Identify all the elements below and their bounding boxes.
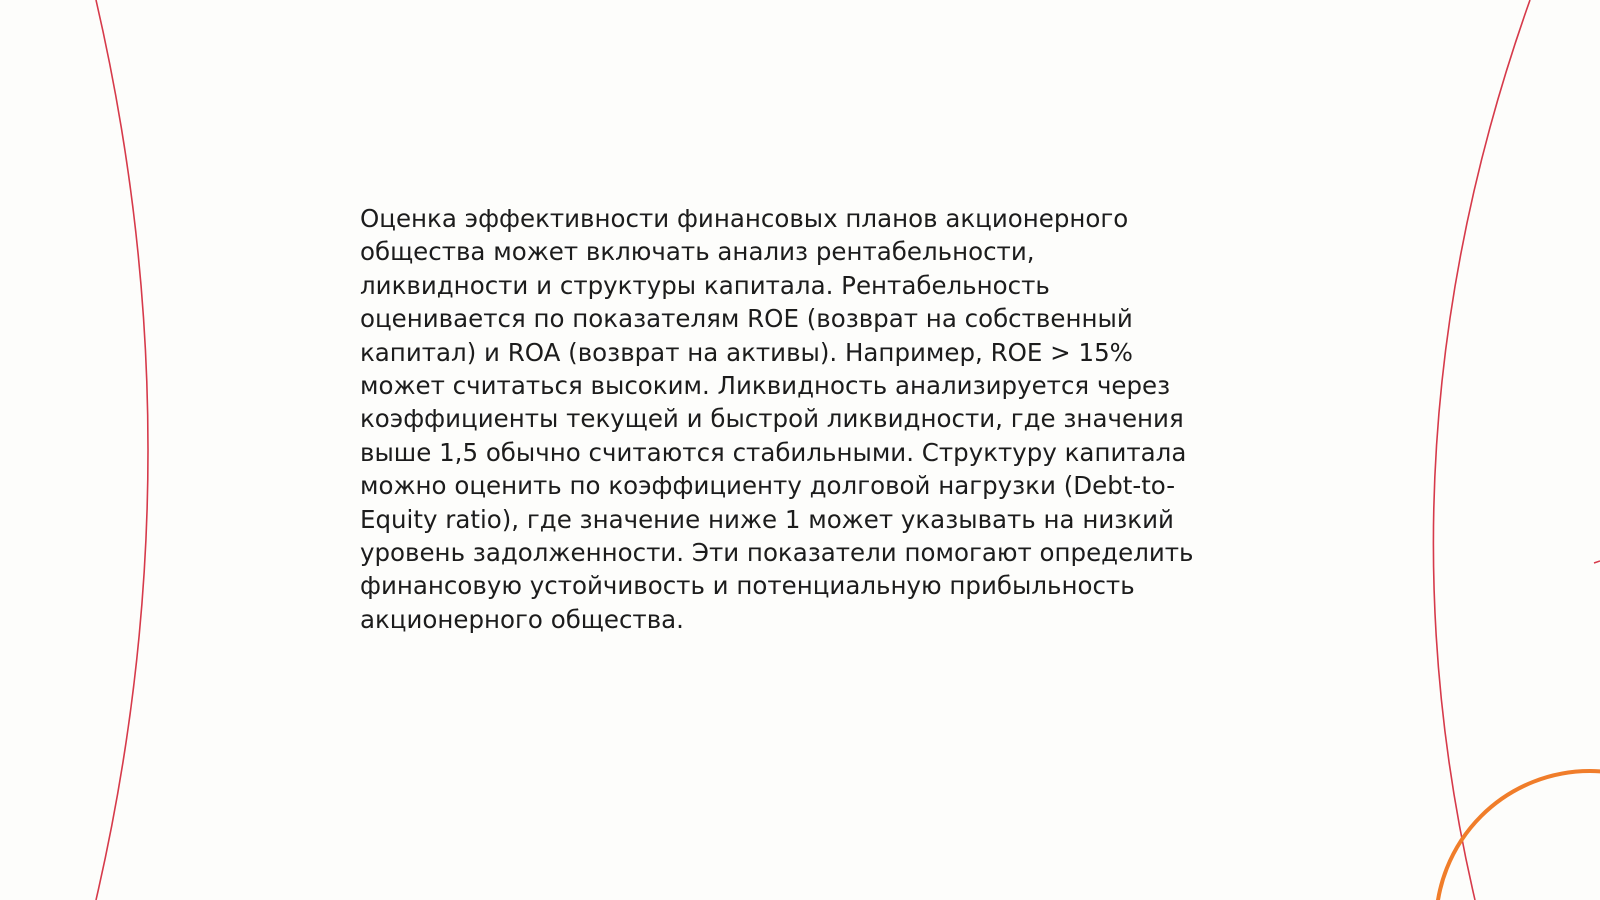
paragraph-line: ликвидности и структуры капитала. Рентабельность xyxy=(360,270,1050,300)
paragraph-line: можно оценить по коэффициенту долговой нагрузки (Debt-to- xyxy=(360,471,1176,501)
paragraph-line: общества может включать анализ рентабельности, xyxy=(360,237,1035,267)
paragraph-line: коэффициенты текущей и быстрой ликвидности, где значения xyxy=(360,404,1184,434)
body-paragraph xyxy=(360,202,1240,636)
paragraph-line: капитал) и ROA (возврат на активы). Например, ROE > 15% xyxy=(360,337,1133,367)
paragraph-line: уровень задолженности. Эти показатели помогают определить xyxy=(360,538,1194,568)
paragraph-line: Equity ratio), где значение ниже 1 может указывать на низкий xyxy=(360,504,1174,534)
paragraph-line: может считаться высоким. Ликвидность анализируется через xyxy=(360,371,1171,401)
paragraph-line: финансовую устойчивость и потенциальную прибыльность xyxy=(360,571,1135,601)
paragraph-line: оценивается по показателям ROE (возврат на собственный xyxy=(360,304,1133,334)
paragraph-line: акционерного общества. xyxy=(360,604,684,634)
paragraph-line: Оценка эффективности финансовых планов акционерного xyxy=(360,204,1129,233)
left-arc-line xyxy=(96,0,148,900)
orange-circle-outline xyxy=(1436,771,1600,900)
paragraph-line: выше 1,5 обычно считаются стабильными. Структуру капитала xyxy=(360,437,1187,467)
right-arc-line xyxy=(1433,0,1530,900)
right-edge-tick xyxy=(1594,561,1600,563)
